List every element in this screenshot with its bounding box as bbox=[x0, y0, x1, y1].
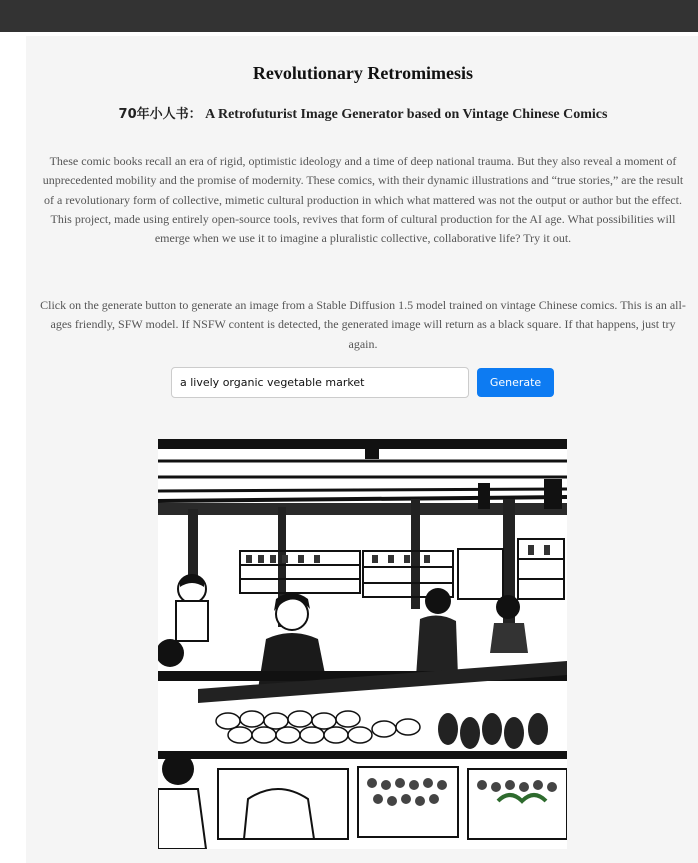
subtitle-chinese: 70年小人书： bbox=[118, 107, 202, 122]
generator-form bbox=[171, 367, 555, 398]
page-subtitle bbox=[0, 106, 698, 124]
generate-button[interactable]: Generate bbox=[477, 368, 554, 397]
generated-image bbox=[158, 439, 567, 849]
top-bar bbox=[0, 0, 698, 32]
page-title: Revolutionary Retromimesis bbox=[252, 63, 474, 83]
subtitle-english: A Retrofuturist Image Generator based on Vintage Chinese Comics bbox=[205, 107, 608, 122]
intro-paragraph: These comic books recall an era of rigid, optimistic ideology and a time of deep national trauma. But they also reveal a moment of unprecedented mobility and the promise of modernity. These comics, with their dynamic illustrations and “true stories,” are the result of a revolutionary form of collective, mimetic cultural production in which what mattered was not the output or author but the effect. This project, made using entirely open-source tools, revives that form of cultural production for the AI age. What possibilities will emerge when we use it to imagine a pluralistic collective, collaborative life? Try it out. bbox=[42, 154, 684, 246]
instructions-paragraph: Click on the generate button to generate an image from a Stable Diffusion 1.5 model trained on vintage Chinese comics. This is an all-ages friendly, SFW model. If NSFW content is detected, the generated image will return as a black square. If that happens, just try again. bbox=[40, 298, 686, 351]
prompt-input[interactable] bbox=[171, 367, 469, 398]
